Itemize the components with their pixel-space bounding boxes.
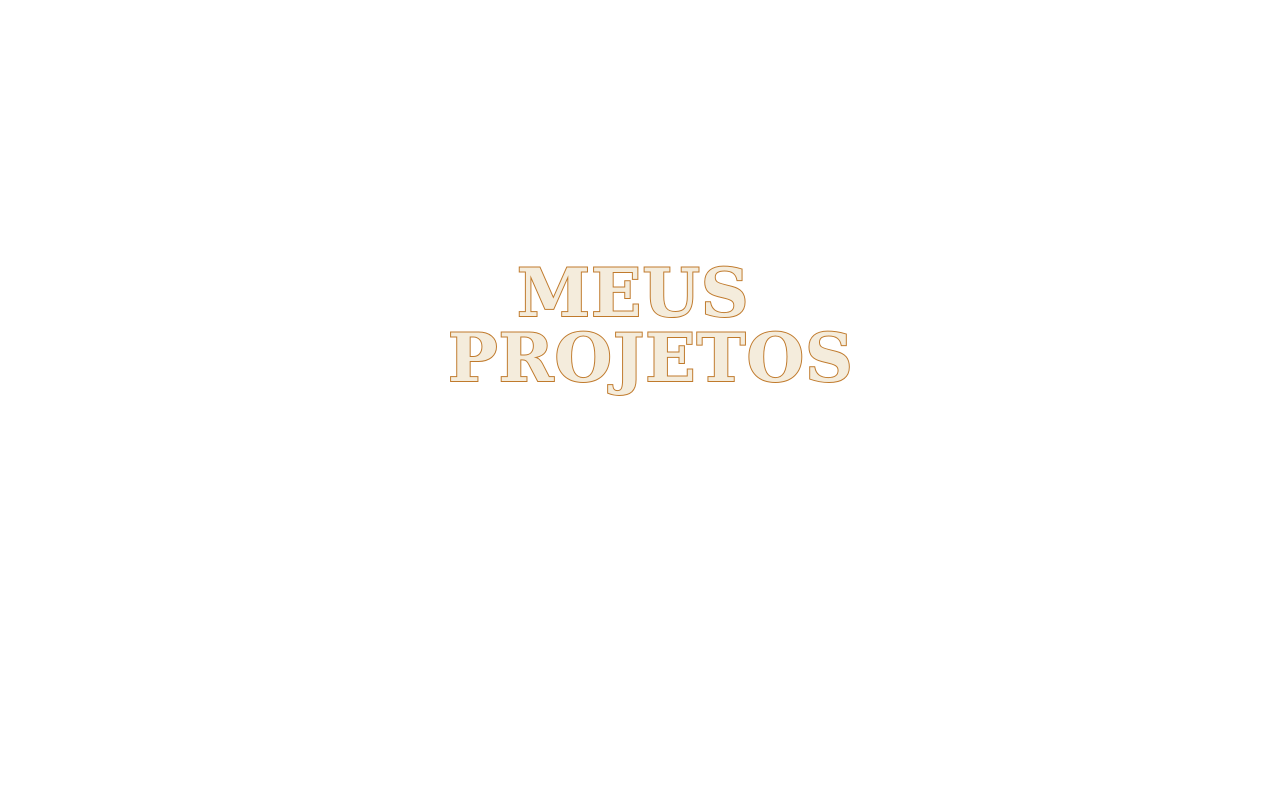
page-title-line-2: PROJETOS xyxy=(448,319,854,397)
page-title xyxy=(0,254,1280,398)
page-title-line-1: MEUS xyxy=(517,254,750,332)
